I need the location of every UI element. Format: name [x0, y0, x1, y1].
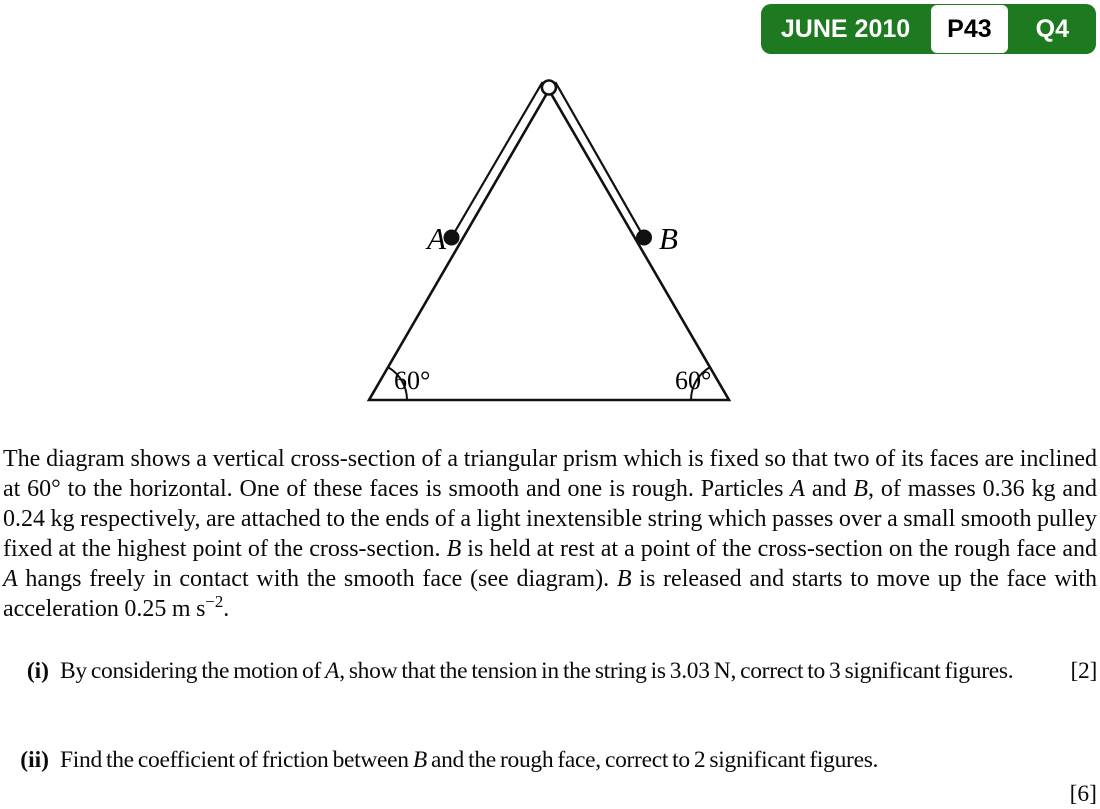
- badge-session-label: JUNE 2010: [780, 14, 911, 43]
- particle-b-dot: [636, 230, 652, 246]
- question-part-ii: [3, 745, 1097, 809]
- part-i-marks: [2]: [1070, 658, 1097, 684]
- part-ii-body: Find the coefficient of friction between B and the rough face, correct to 2 significant figures.: [60, 747, 879, 773]
- label-particle-a: A: [427, 221, 446, 256]
- label-particle-b: B: [659, 221, 678, 256]
- pulley-circle: [542, 81, 556, 95]
- label-angle-left: 60°: [394, 366, 431, 395]
- part-i-text: [60, 656, 1097, 686]
- part-ii-marks: [6]: [1069, 781, 1097, 807]
- badge-paper-label: P43: [931, 5, 1007, 53]
- part-i-body: By considering the motion of A, show that the tension in the string is 3.03 N, correct to 3 significant figures.: [60, 658, 1014, 684]
- problem-statement: The diagram shows a vertical cross-section of a triangular prism which is fixed so that two of its faces are inclined at 60° to the horizontal. One of these faces is smooth and one is rough. Particles A and B, of masses 0.36 kg and 0.24 kg respectively, are attached to the ends of a light inextensible string which passes over a small smooth pulley fixed at the highest point of the cross-section. B is held at rest at a point of the cross-section on the rough face and A hangs freely in contact with the smooth face (see diagram). B is released and starts to move up the face with acceleration 0.25 m $s^{-2}$.: [3, 446, 1098, 622]
- badge-question-label: Q4: [1035, 14, 1069, 43]
- label-angle-right: 60°: [675, 366, 712, 395]
- part-ii-text-wrap: [60, 745, 1097, 809]
- part-ii-marker: (ii): [20, 747, 49, 773]
- question-part-i: [3, 656, 1097, 686]
- part-i-marker: (i): [26, 658, 49, 684]
